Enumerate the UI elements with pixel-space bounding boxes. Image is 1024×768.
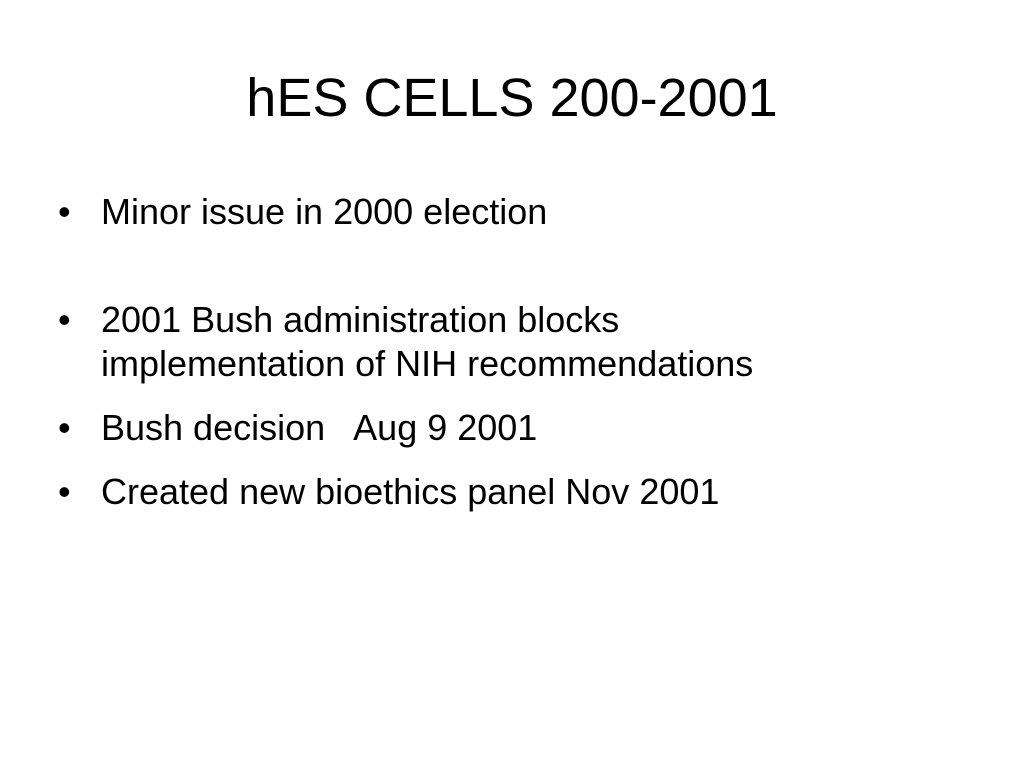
bullet-text: Created new bioethics panel Nov 2001 — [101, 471, 720, 512]
bullet-item — [56, 190, 976, 234]
bullet-icon: • — [58, 407, 71, 448]
bullet-icon: • — [58, 191, 71, 232]
bullet-text: Minor issue in 2000 election — [101, 191, 548, 232]
bullet-icon: • — [58, 299, 71, 340]
bullet-icon: • — [58, 471, 71, 512]
bullet-item — [56, 470, 976, 514]
slide-title: hES CELLS 200-2001 — [246, 68, 778, 128]
bullet-text: 2001 Bush administration blocks implementation of NIH recommendations — [101, 299, 754, 384]
bullet-item — [56, 298, 976, 386]
bullet-text: Bush decision Aug 9 2001 — [101, 407, 538, 448]
bullet-item — [56, 406, 976, 450]
bullet-list — [56, 190, 976, 514]
